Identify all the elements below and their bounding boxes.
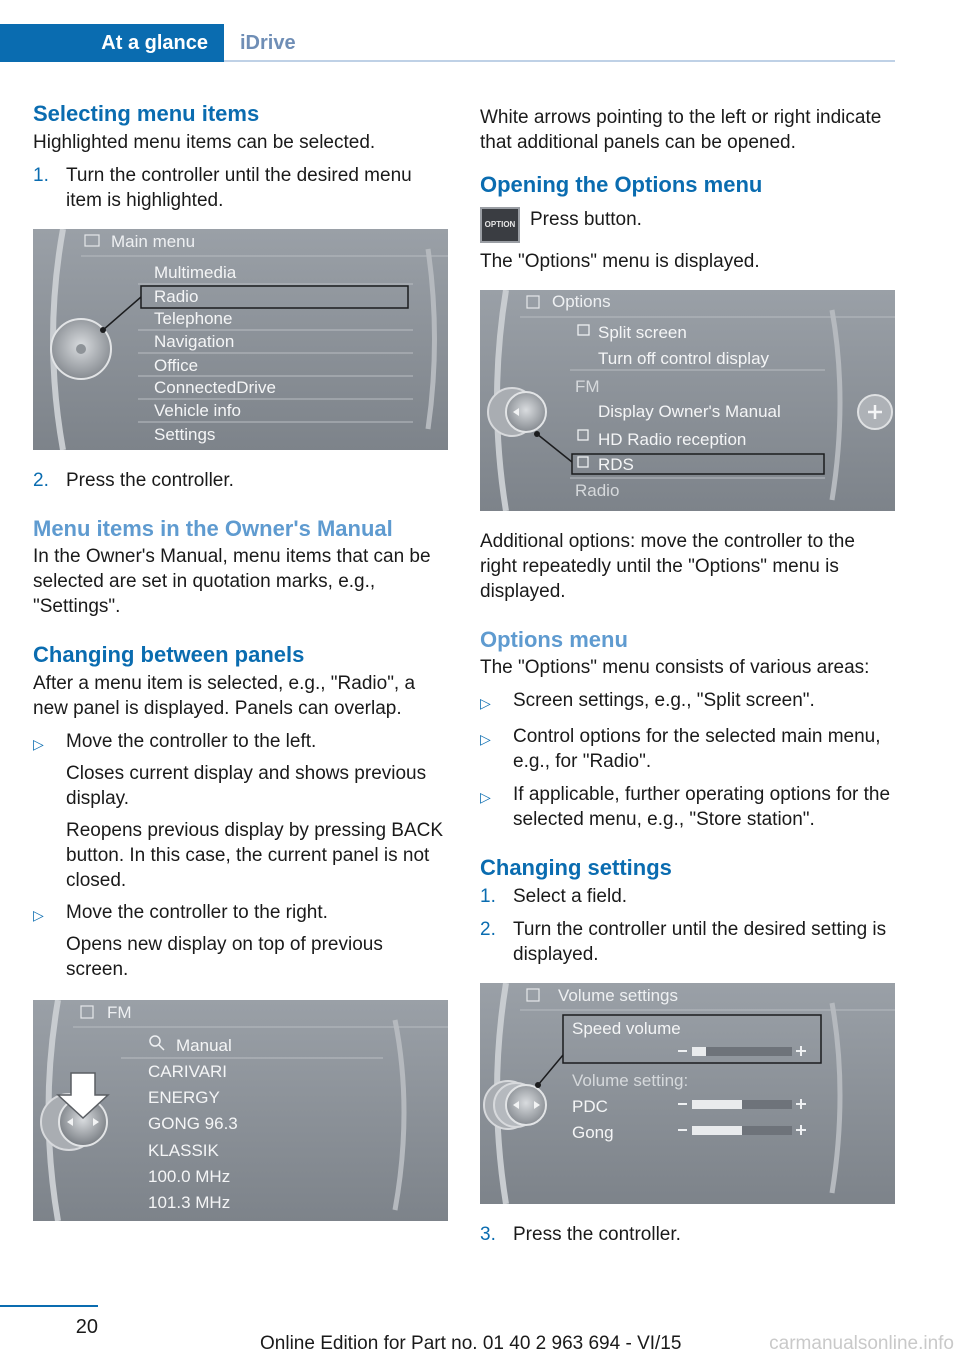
arrows-text: White arrows pointing to the left or right indicate that additional panels can be opened.: [480, 107, 882, 153]
heading-selecting-menu-items: Selecting menu items: [33, 101, 260, 126]
fm-screenshot: [33, 1000, 448, 1221]
main-menu-item[interactable]: Telephone: [154, 308, 233, 328]
settings-step-2: 2. Turn the controller until the desired setting is displayed.: [480, 918, 887, 965]
pdc-label[interactable]: PDC: [572, 1096, 608, 1116]
selecting-intro: Highlighted menu items can be selected.: [33, 131, 376, 153]
fm-item[interactable]: CARIVARI: [148, 1061, 228, 1081]
header-tab-at-a-glance[interactable]: At a glance: [0, 24, 224, 62]
options-displayed-text: The "Options" menu is displayed.: [480, 250, 760, 272]
main-menu-item[interactable]: Office: [154, 355, 199, 375]
header-rule: [224, 60, 895, 62]
heading-changing-panels: Changing between panels: [33, 642, 305, 667]
option-press-line: [480, 207, 896, 243]
panels-text: After a menu item is selected, e.g., "Radio", a new panel is displayed. Panels can overlap.: [33, 672, 416, 719]
selecting-step-2: 2. Press the controller.: [33, 469, 234, 491]
options-bullet-3: ▷ If applicable, further operating options for the selected menu, e.g., "Store station".: [480, 784, 891, 830]
options-item[interactable]: RDS: [598, 454, 634, 474]
options-item[interactable]: Turn off control display: [598, 348, 770, 368]
page-number: 20: [75, 1316, 98, 1338]
heading-options-menu: Options menu: [480, 626, 628, 652]
header-tab-idrive[interactable]: iDrive: [240, 31, 296, 54]
options-bullet-1: ▷ Screen settings, e.g., "Split screen".: [480, 688, 896, 716]
main-menu-item[interactable]: Navigation: [154, 331, 235, 351]
settings-step-1: 1. Select a field.: [480, 885, 628, 907]
triangle-bullet-icon: ▷: [480, 695, 491, 711]
panels-bullet-1: ▷ Move the controller to the left. Closes current display and shows previous display. Reopens previous display by pressing BACK button. In this case, the current panel is not closed.: [33, 730, 444, 891]
options-item[interactable]: Display Owner's Manual: [598, 401, 781, 421]
triangle-bullet-icon: ▷: [33, 906, 44, 923]
options-screenshot: [480, 290, 895, 511]
step-number: 1.: [33, 164, 49, 186]
options-section-label: Radio: [575, 480, 620, 500]
fm-item[interactable]: 100.0 MHz: [148, 1166, 231, 1186]
options-item[interactable]: HD Radio reception: [598, 429, 747, 449]
triangle-bullet-icon: ▷: [33, 735, 44, 752]
fm-item[interactable]: ENERGY: [148, 1087, 220, 1107]
heading-opening-options: Opening the Options menu: [480, 172, 763, 197]
main-menu-item[interactable]: Vehicle info: [154, 400, 241, 420]
panels-bullet-2: ▷ Move the controller to the right. Opens new display on top of previous screen.: [33, 901, 383, 980]
fm-title: FM: [107, 1002, 132, 1022]
main-menu-screenshot: [33, 229, 448, 450]
options-item[interactable]: Split screen: [598, 322, 687, 342]
heading-changing-settings: Changing settings: [480, 855, 672, 880]
options-menu-text: The "Options" menu consists of various areas:: [480, 657, 870, 678]
fm-item[interactable]: GONG 96.3: [148, 1113, 238, 1133]
gong-label[interactable]: Gong: [572, 1122, 614, 1142]
fm-item[interactable]: KLASSIK: [148, 1140, 219, 1160]
settings-step-3: 3. Press the controller.: [480, 1223, 681, 1245]
volume-title: Volume settings: [558, 985, 679, 1005]
option-button-icon: OPTION: [480, 207, 520, 243]
volume-setting-label: Volume setting:: [572, 1070, 689, 1090]
options-title: Options: [552, 291, 611, 311]
step-number: 2.: [480, 918, 496, 940]
additional-options-text: Additional options: move the controller to the right repeatedly until the "Options" menu is displayed.: [480, 530, 855, 602]
selecting-step-1: 1. Turn the controller until the desired menu item is highlighted.: [33, 164, 412, 211]
footer-rule: [0, 1305, 98, 1307]
left-column: [33, 100, 449, 1239]
triangle-bullet-icon: ▷: [480, 731, 491, 747]
right-column: [480, 100, 896, 1247]
fm-item[interactable]: 101.3 MHz: [148, 1192, 231, 1212]
manual-text: In the Owner's Manual, menu items that can be selected are set in quotation marks, e.g., "Settings".: [33, 546, 431, 617]
main-menu-item[interactable]: Multimedia: [154, 262, 237, 282]
options-bullet-2: ▷ Control options for the selected main menu, e.g., for "Radio".: [480, 726, 881, 772]
triangle-bullet-icon: ▷: [480, 789, 491, 805]
volume-settings-screenshot: [480, 983, 895, 1204]
heading-menu-items-owners-manual: Menu items in the Owner's Manual: [33, 515, 393, 541]
options-section-label: FM: [575, 376, 600, 396]
main-menu-item[interactable]: Radio: [154, 286, 199, 306]
step-number: 1.: [480, 885, 496, 907]
fm-item[interactable]: Manual: [176, 1035, 232, 1055]
footer-edition: Online Edition for Part no. 01 40 2 963 694 - VI/15: [260, 1333, 682, 1354]
main-menu-item[interactable]: ConnectedDrive: [154, 377, 276, 397]
main-menu-title: Main menu: [111, 231, 196, 251]
step-number: 2.: [33, 469, 49, 491]
press-button-text: Press button.: [530, 208, 642, 230]
main-menu-item[interactable]: Settings: [154, 424, 216, 444]
speed-volume-label[interactable]: Speed volume: [572, 1018, 681, 1038]
watermark: carmanualsonline.info: [769, 1333, 954, 1354]
step-number: 3.: [480, 1223, 496, 1245]
